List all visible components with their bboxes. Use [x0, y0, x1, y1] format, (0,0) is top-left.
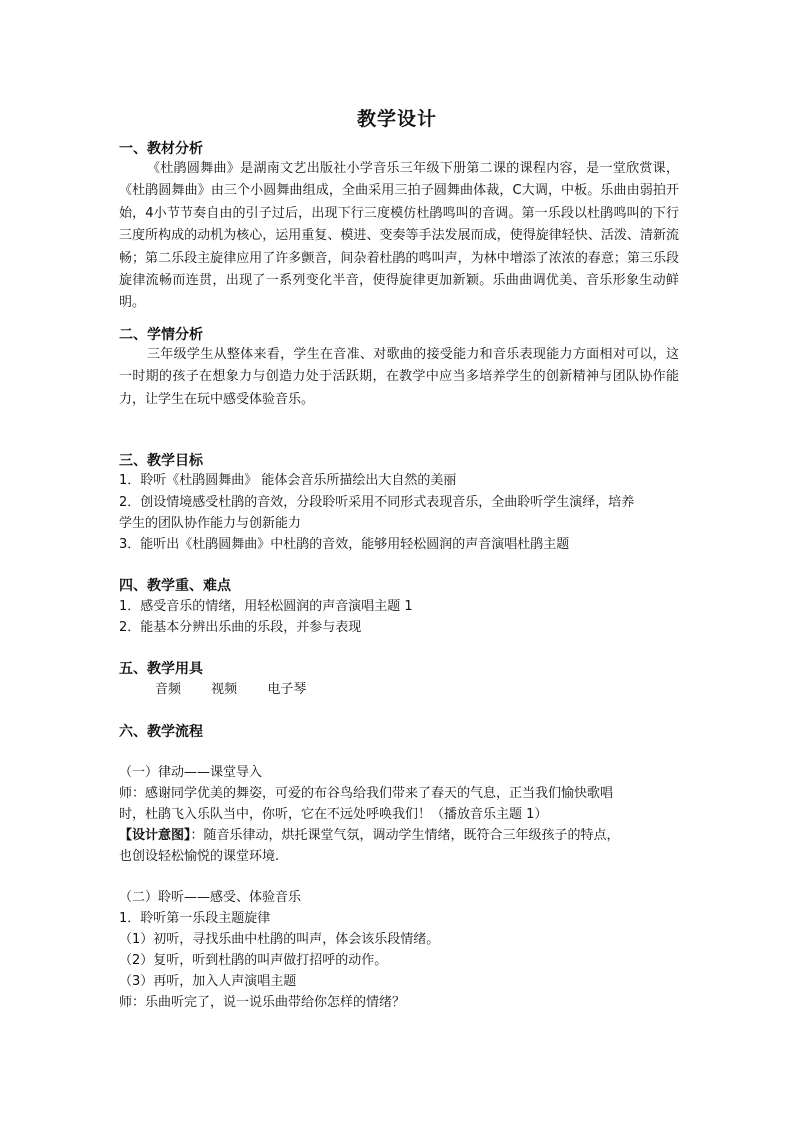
tool-item: 电子琴	[267, 682, 307, 697]
page-title: 教学设计	[356, 108, 437, 130]
process-line: （1）初听，寻找乐曲中杜鹃的叫声，体会该乐段情绪。	[119, 932, 440, 947]
key-point-item: 2．能基本分辨出乐曲的乐段，并参与表现	[119, 620, 362, 635]
design-intent-line	[119, 826, 689, 846]
design-intent-text: ：随音乐律动，烘托课堂气氛，调动学生情绪，既符合三年级孩子的特点，	[190, 828, 620, 843]
goal-item: 3．能听出《杜鹃圆舞曲》中杜鹃的音效，能够用轻松圆润的声音演唱杜鹃主题	[119, 537, 570, 552]
teaching-tools-list	[155, 680, 332, 700]
tool-item: 视频	[211, 682, 238, 697]
section-heading-teaching-tools: 五、教学用具	[119, 661, 203, 677]
section-heading-textbook-analysis: 一、教材分析	[119, 141, 203, 157]
design-intent-line: 也创设轻松愉悦的课堂环境.	[119, 849, 280, 864]
key-point-item: 1．感受音乐的情绪，用轻松圆润的声音演唱主题 1	[119, 599, 413, 614]
process-part1-title: （一）律动——课堂导入	[119, 765, 263, 780]
process-line: （2）复听，听到杜鹃的叫声做打招呼的动作。	[119, 953, 388, 968]
tool-item: 音频	[155, 682, 182, 697]
design-intent-label: 【设计意图】	[119, 828, 191, 843]
process-part2-title: （二）聆听——感受、体验音乐	[119, 890, 302, 905]
section-heading-teaching-process: 六、教学流程	[119, 724, 203, 740]
teacher-line: 师：感谢同学优美的舞姿，可爱的布谷鸟给我们带来了春天的气息，正当我们愉快歌唱	[119, 786, 614, 801]
goal-item: 2．创设情境感受杜鹃的音效，分段聆听采用不同形式表现音乐，全曲聆听学生演绎，培养	[119, 495, 635, 510]
process-line: 1．聆听第一乐段主题旋律	[119, 911, 271, 926]
process-line: （3）再听，加入人声演唱主题	[119, 974, 297, 989]
section-heading-key-points: 四、教学重、难点	[119, 578, 231, 594]
process-line: 师：乐曲听完了，说一说乐曲带给你怎样的情绪？	[119, 995, 406, 1010]
student-analysis-paragraph: 三年级学生从整体来看，学生在音准、对歌曲的接受能力和音乐表现能力方面相对可以，这一时期的孩子在想象力与创造力处于活跃期，在教学中应当多培养学生的创新精神与团队协作能力，让学生在玩中感受体验音乐。	[119, 347, 679, 407]
goal-item: 学生的团队协作能力与创新能力	[119, 516, 302, 531]
textbook-analysis-paragraph: 《杜鹃圆舞曲》是湖南文艺出版社小学音乐三年级下册第二课的课程内容，是一堂欣赏课，《杜鹃圆舞曲》由三个小圆舞曲组成，全曲采用三拍子圆舞曲体裁，C大调，中板。乐曲由弱拍开始，4小节节奏自由的引子过后，出现下行三度模仿杜鹃鸣叫的音调。第一乐段以杜鹃鸣叫的下行三度所构成的动机为核心，运用重复、模进、变奏等手法发展而成，使得旋律轻快、活泼、清新流畅；第二乐段主旋律应用了许多颤音，间杂着杜鹃的鸣叫声，为林中增添了浓浓的春意；第三乐段旋律流畅而连贯，出现了一系列变化半音，使得旋律更加新颖。乐曲曲调优美、音乐形象生动鲜明。	[119, 161, 679, 311]
section-heading-student-analysis: 二、学情分析	[119, 327, 203, 343]
teacher-line: 时，杜鹃飞入乐队当中，你听，它在不远处呼唤我们！（播放音乐主题 1）	[119, 807, 548, 822]
section-heading-teaching-goals: 三、教学目标	[119, 453, 203, 469]
goal-item: 1．聆听《杜鹃圆舞曲》 能体会音乐所描绘出大自然的美丽	[119, 473, 457, 488]
